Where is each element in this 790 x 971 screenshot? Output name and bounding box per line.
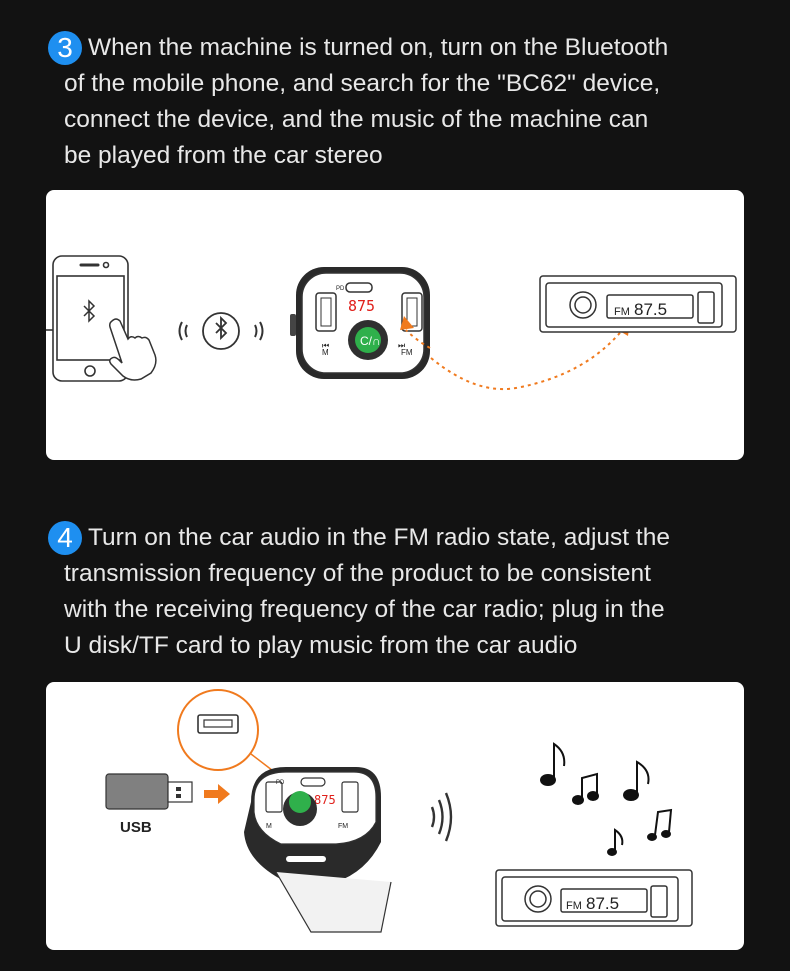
svg-text:⏭: ⏭: [398, 341, 406, 350]
step-3-text: [48, 30, 748, 174]
hand-pointer-icon: [110, 319, 156, 380]
radio-band-label: FM: [566, 900, 582, 912]
step-4-line-2: transmission frequency of the product to be consistent: [64, 560, 651, 587]
bluetooth-connection-illustration: [46, 190, 744, 460]
step-3-line-4: be played from the car stereo: [64, 142, 383, 169]
svg-text:⏮: ⏮: [322, 341, 330, 350]
bluetooth-icon: [84, 301, 94, 321]
arrow-right-icon: [406, 328, 624, 389]
signal-waves-icon: [180, 313, 263, 349]
next-button-label: FM: [338, 823, 349, 830]
device-frequency-display: 875: [348, 297, 376, 315]
pd-label: PD: [276, 780, 285, 786]
radio-frequency: 87.5: [634, 300, 668, 319]
prev-button-label: M: [322, 348, 329, 357]
device-frequency-display: 875: [314, 793, 336, 807]
step-4-badge: 4: [48, 521, 82, 555]
step-3-badge: 3: [48, 31, 82, 65]
radio-frequency: 87.5: [586, 894, 620, 913]
arrow-right-icon: [204, 784, 230, 804]
step-3-line-2: of the mobile phone, and search for the "BC62" device,: [64, 70, 661, 97]
step-4-text: [48, 520, 748, 664]
music-notes-icon: [541, 744, 671, 855]
step-3-line-3: connect the device, and the music of the machine can: [64, 106, 649, 133]
usb-stick: [106, 774, 192, 809]
car-fm-transmitter: [244, 767, 391, 932]
prev-button-label: M: [266, 823, 272, 830]
step-4-line-1: 4 Turn on the car audio in the FM radio state, adjust the: [48, 520, 748, 556]
step-3-line-1: 3 When the machine is turned on, turn on the Bluetooth: [48, 30, 748, 66]
radio-band-label: FM: [614, 306, 630, 318]
next-button-label: FM: [401, 348, 413, 357]
signal-waves-icon: [432, 793, 451, 841]
usb-label: USB: [120, 819, 152, 836]
pd-label: PD: [336, 286, 345, 292]
svg-text:C/∩: C/∩: [360, 334, 381, 348]
fm-usb-illustration: [46, 682, 744, 950]
usb-port-zoom: [178, 690, 281, 777]
step-4-line-4: U disk/TF card to play music from the car audio: [64, 632, 578, 659]
step-4-line-3: with the receiving frequency of the car radio; plug in the: [64, 596, 665, 623]
